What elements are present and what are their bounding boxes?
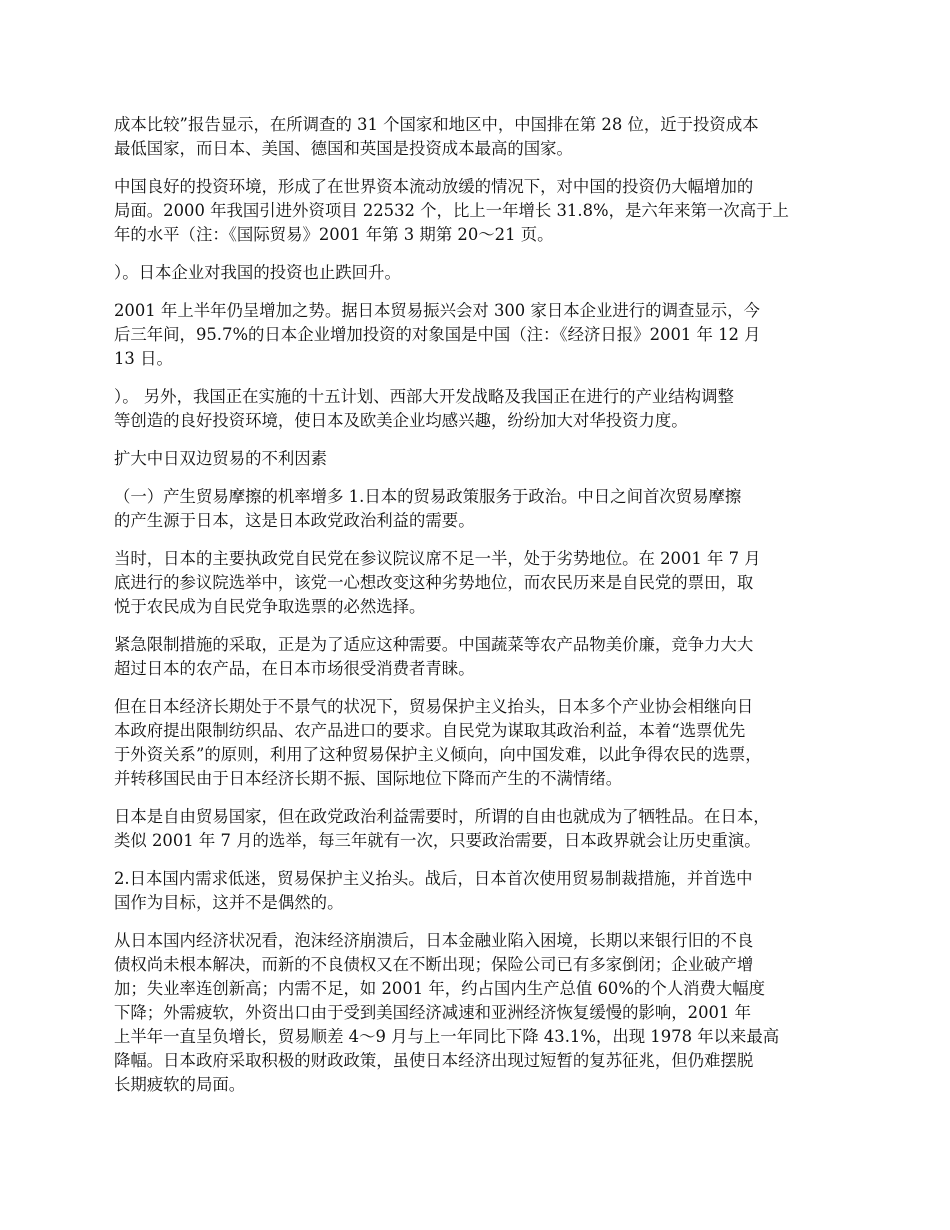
paragraph-8: 当时，日本的主要执政党自民党在参议院议席不足一半，处于劣势地位。在 2001 年 7 月 底进行的参议院选举中，该党一心想改变这种劣势地位，而农民历来是自民党的票田，取 悦于农民成为自民党争取选票的必然选择。 [114, 549, 761, 616]
section-heading: 扩大中日双边贸易的不利因素 [114, 449, 328, 468]
paragraph-3: ）。日本企业对我国的投资也止跌回升。 [114, 263, 401, 282]
paragraph-10: 但在日本经济长期处于不景气的状况下，贸易保护主义抬头，日本多个产业协会相继向日 本政府提出限制纺织品、农产品进口的要求。自民党为谋取其政治利益，本着“选票优先 于外资关系”的原则，利用了这种贸易保护主义倾向，向中国发难，以此争得农民的选票， 并转移国民由于日本经济长期不振、国际地位下降而产生的不满情绪。 [114, 697, 762, 788]
paragraph-12: 2.日本国内需求低迷，贸易保护主义抬头。战后，日本首次使用贸易制裁措施，并首选中 国作为目标，这并不是偶然的。 [114, 869, 753, 912]
paragraph-2: 中国良好的投资环境，形成了在世界资本流动放缓的情况下，对中国的投资仍大幅增加的 局面。2000 年我国引进外资项目 22532 个，比上一年增长 31.8%，是六年来第一次高于上 年的水平（注：《国际贸易》2001 年第 3 期第 20～21 页。 [114, 177, 789, 244]
document-body [114, 113, 854, 1111]
paragraph-4: 2001 年上半年仍呈增加之势。据日本贸易振兴会对 300 家日本企业进行的调查显示，今 后三年间，95.7%的日本企业增加投资的对象国是中国（注：《经济日报》2001 年 12 月 13 日。 [114, 301, 761, 368]
paragraph-1: 成本比较”报告显示，在所调查的 31 个国家和地区中，中国排在第 28 位，近于投资成本 最低国家，而日本、美国、德国和英国是投资成本最高的国家。 [114, 115, 759, 158]
paragraph-9: 紧急限制措施的采取，正是为了适应这种需要。中国蔬菜等农产品物美价廉，竞争力大大 超过日本的农产品，在日本市场很受消费者青睐。 [114, 635, 754, 678]
paragraph-5: ）。 另外，我国正在实施的十五计划、西部大开发战略及我国正在进行的产业结构调整 等创造的良好投资环境，使日本及欧美企业均感兴趣，纷纷加大对华投资力度。 [114, 387, 734, 430]
paragraph-13: 从日本国内经济状况看，泡沫经济崩溃后，日本金融业陷入困境，长期以来银行旧的不良 债权尚未根本解决，而新的不良债权又在不断出现；保险公司已有多家倒闭；企业破产增 加；失业率连创新高；内需不足，如 2001 年，约占国内生产总值 60%的个人消费大幅度 下降；外需疲软，外资出口由于受到美国经济减速和亚洲经济恢复缓慢的影响，2001 年 上半年一直呈负增长，贸易顺差 4～9 月与上一年同比下降 43.1%，出现 1978 年以来最高 降幅。日本政府采取积极的财政政策，虽使日本经济出现过短暂的复苏征兆，但仍难摆脱 长期疲软的局面。 [114, 931, 780, 1094]
paragraph-11: 日本是自由贸易国家，但在政党政治利益需要时，所谓的自由也就成为了牺牲品。在日本， 类似 2001 年 7 月的选举，每三年就有一次，只要政治需要，日本政界就会让历史重演。 [114, 807, 770, 850]
paragraph-7: （一）产生贸易摩擦的机率增多 1.日本的贸易政策服务于政治。中日之间首次贸易摩擦 的产生源于日本，这是日本政党政治利益的需要。 [114, 487, 742, 530]
